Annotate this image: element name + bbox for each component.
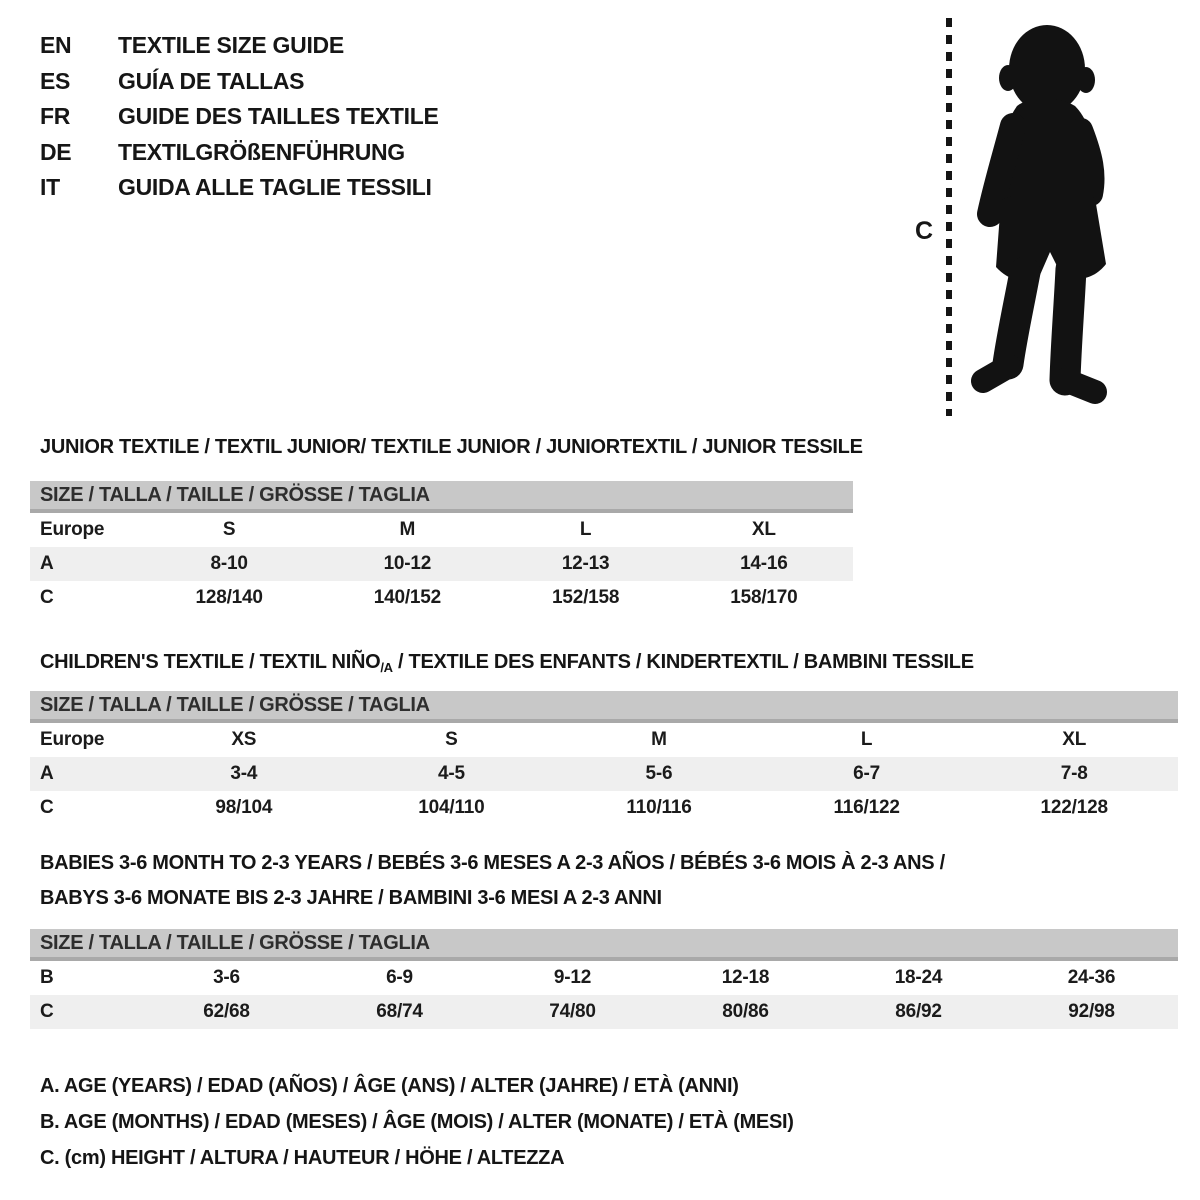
table-cell: 14-16	[740, 553, 788, 574]
lang-row-it	[40, 170, 439, 206]
lang-code: FR	[40, 103, 71, 129]
table-row	[30, 513, 853, 547]
lang-title: GUIDA ALLE TAGLIE TESSILI	[118, 174, 432, 200]
table-cell: 10-12	[383, 553, 432, 574]
row-label: C	[40, 587, 54, 608]
babies-title-line2: BABYS 3-6 MONATE BIS 2-3 JAHRE / BAMBINI 3-6 MESI A 2-3 ANNI	[40, 887, 662, 909]
table-row	[30, 757, 1178, 791]
table-cell: 7-8	[1060, 763, 1088, 784]
table-cell: XL	[1062, 729, 1087, 750]
row-label: Europe	[40, 729, 105, 750]
junior-section-title: JUNIOR TEXTILE / TEXTIL JUNIOR/ TEXTILE JUNIOR / JUNIORTEXTIL / JUNIOR TESSILE	[40, 436, 863, 458]
table-cell: 12-18	[721, 967, 770, 988]
table-cell: 6-9	[386, 967, 413, 988]
row-label: A	[40, 763, 54, 784]
table-cell: 116/122	[833, 797, 900, 818]
row-label: Europe	[40, 519, 105, 540]
lang-title: TEXTILE SIZE GUIDE	[118, 32, 344, 58]
table-cell: 80/86	[722, 1001, 769, 1022]
legend-line-b: B. AGE (MONTHS) / EDAD (MESES) / ÂGE (MOIS) / ALTER (MONATE) / ETÀ (MESI)	[40, 1111, 794, 1133]
height-dashed-line	[946, 18, 952, 416]
lang-code: IT	[40, 174, 60, 200]
legend-line-c: C. (cm) HEIGHT / ALTURA / HAUTEUR / HÖHE / ALTEZZA	[40, 1147, 565, 1169]
lang-title: TEXTILGRÖßENFÜHRUNG	[118, 138, 405, 165]
table-cell: 3-4	[230, 763, 258, 784]
table-cell: XS	[231, 729, 257, 750]
table-cell: M	[651, 729, 667, 750]
lang-code: EN	[40, 32, 72, 58]
table-cell: XL	[751, 519, 776, 540]
row-label: A	[40, 553, 54, 574]
babies-size-table	[30, 929, 1178, 1029]
table-cell: 128/140	[195, 587, 263, 608]
row-label: C	[40, 797, 54, 818]
lang-row-es	[40, 64, 439, 100]
row-label: B	[40, 967, 54, 988]
table-row	[30, 723, 1178, 757]
language-title-list	[40, 28, 439, 206]
legend-line-a: A. AGE (YEARS) / EDAD (AÑOS) / ÂGE (ANS) / ALTER (JAHRE) / ETÀ (ANNI)	[40, 1075, 739, 1097]
table-cell: 68/74	[376, 1001, 423, 1022]
table-row	[30, 961, 1178, 995]
table-cell: 8-10	[210, 553, 248, 574]
row-label: C	[40, 1001, 54, 1022]
babies-section-title	[40, 846, 1040, 916]
children-title-pre: CHILDREN'S TEXTILE / TEXTIL NIÑO	[40, 651, 381, 673]
table-cell: S	[222, 519, 236, 540]
table-cell: 122/128	[1040, 797, 1108, 818]
table-row	[30, 581, 853, 615]
table-cell: 140/152	[373, 587, 442, 608]
table-cell: 86/92	[895, 1001, 942, 1022]
table-row	[30, 995, 1178, 1029]
baby-silhouette-icon	[963, 14, 1143, 416]
table-cell: 62/68	[203, 1001, 250, 1022]
table-cell: 9-12	[553, 967, 592, 988]
table-cell: 110/116	[626, 797, 692, 818]
table-cell: 5-6	[645, 763, 673, 784]
children-size-table	[30, 691, 1178, 825]
table-cell: 158/170	[730, 587, 798, 608]
lang-title: GUÍA DE TALLAS	[118, 67, 305, 94]
table-row	[30, 791, 1178, 825]
measurement-legend	[40, 1068, 794, 1176]
babies-title-line1: BABIES 3-6 MONTH TO 2-3 YEARS / BEBÉS 3-6 MESES A 2-3 AÑOS / BÉBÉS 3-6 MOIS À 2-3 ANS /	[40, 852, 945, 874]
lang-row-fr	[40, 99, 439, 135]
size-header-bar: SIZE / TALLA / TAILLE / GRÖSSE / TAGLIA	[30, 691, 1178, 723]
lang-code: ES	[40, 67, 71, 94]
table-cell: 74/80	[549, 1001, 596, 1022]
junior-size-table	[30, 481, 853, 615]
table-cell: 104/110	[418, 797, 485, 818]
size-header-bar: SIZE / TALLA / TAILLE / GRÖSSE / TAGLIA	[30, 929, 1178, 961]
table-cell: 98/104	[215, 797, 273, 818]
table-cell: 18-24	[894, 967, 943, 988]
table-cell: M	[399, 519, 416, 540]
table-cell: 24-36	[1067, 967, 1116, 988]
table-cell: 152/158	[551, 587, 620, 608]
table-cell: 12-13	[561, 553, 610, 574]
table-cell: 92/98	[1068, 1001, 1115, 1022]
table-cell: 6-7	[853, 763, 881, 784]
measure-c-label: C	[915, 217, 934, 245]
children-title-post: / TEXTILE DES ENFANTS / KINDERTEXTIL / BAMBINI TESSILE	[392, 651, 974, 673]
lang-code: DE	[40, 138, 72, 165]
table-cell: S	[445, 729, 458, 750]
table-cell: L	[860, 729, 873, 750]
size-header-bar: SIZE / TALLA / TAILLE / GRÖSSE / TAGLIA	[30, 481, 853, 513]
table-row	[30, 547, 853, 581]
children-title-subscript: /A	[380, 660, 393, 675]
lang-row-en	[40, 28, 439, 64]
children-section-title	[40, 647, 974, 683]
table-cell: L	[579, 519, 592, 540]
table-cell: 3-6	[213, 967, 240, 988]
lang-row-de	[40, 135, 439, 171]
table-cell: 4-5	[437, 763, 465, 784]
lang-title: GUIDE DES TAILLES TEXTILE	[118, 103, 439, 129]
